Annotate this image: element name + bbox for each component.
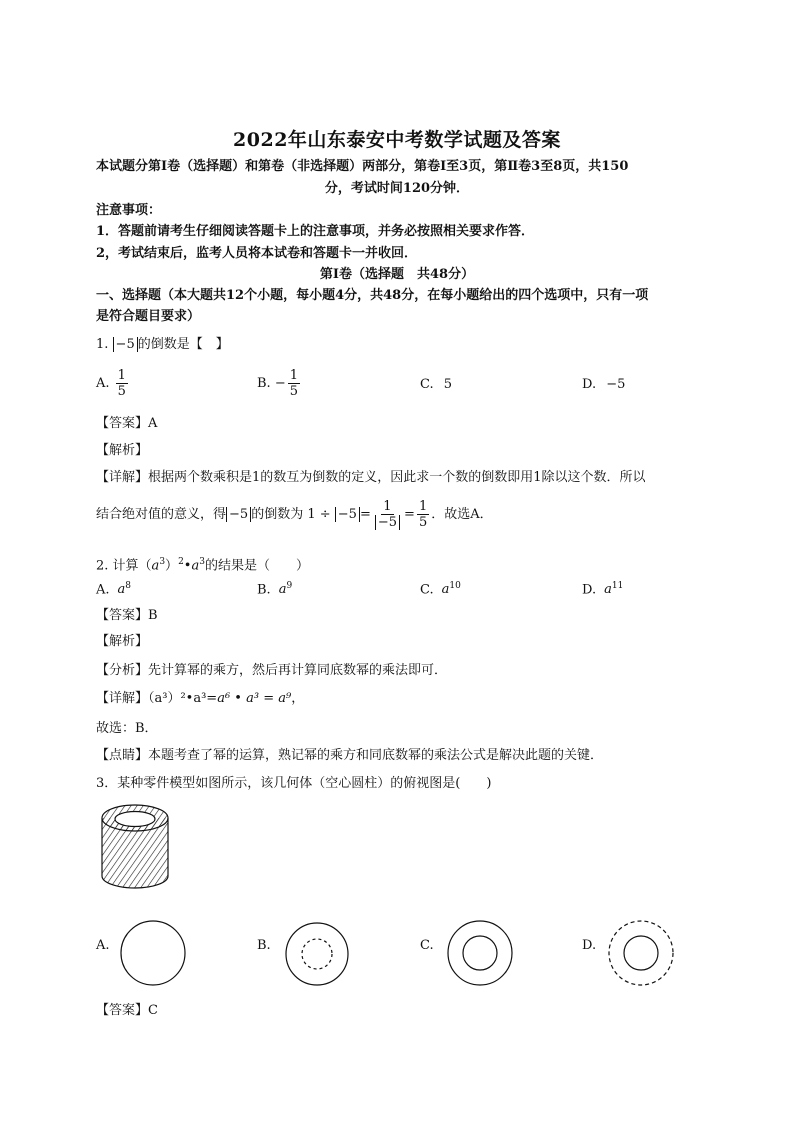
q1-detail-eq-1: 1 ÷ bbox=[307, 507, 335, 522]
note-2: 2，考试结束后，监考人员将本试卷和答题卡一并收回． bbox=[96, 246, 418, 261]
hollow-cylinder-figure bbox=[98, 800, 172, 892]
note-1: 1．答题前请考生仔细阅读答题卡上的注意事项，并务必按照相关要求作答． bbox=[96, 224, 535, 239]
q1-option-b-sign: − bbox=[274, 376, 286, 391]
q3-option-a-label: A. bbox=[96, 938, 110, 953]
q1-option-c-label: C. bbox=[420, 377, 434, 392]
q1-option-d bbox=[582, 377, 625, 392]
q1-abs-value: −5 bbox=[113, 337, 138, 352]
q2-fenxi: 【分析】先计算幂的乘方，然后再计算同底数幂的乘法即可． bbox=[96, 663, 448, 678]
q1-option-a bbox=[96, 368, 130, 399]
q1-detail-prefix: 结合绝对值的意义，得 bbox=[96, 507, 227, 522]
q1-detail-tail: ．故选A． bbox=[431, 507, 493, 522]
q1-answer: 【答案】A bbox=[96, 416, 158, 431]
section-line-2: 是符合题目要求） bbox=[96, 309, 201, 324]
q1-option-a-label: A. bbox=[96, 376, 110, 391]
q2-analysis: 【解析】 bbox=[96, 634, 149, 649]
q1-detail-mid: 的倒数为 bbox=[251, 507, 304, 522]
q1-detail-eq-2: = bbox=[359, 507, 371, 522]
q1-option-b bbox=[257, 368, 302, 399]
intro-line-1: 本试题分第Ⅰ卷（选择题）和第卷（非选择题）两部分，第卷Ⅰ至3页，第Ⅱ卷3至8页，共150 bbox=[96, 159, 629, 174]
q2-choose: 故选：B． bbox=[96, 721, 158, 736]
page-title: 2022年山东泰安中考数学试题及答案 bbox=[233, 129, 561, 151]
part1-heading: 第Ⅰ卷（选择题 共48分） bbox=[319, 267, 475, 282]
q3-option-a-circle-icon bbox=[118, 918, 188, 988]
q1-option-d-label: D. bbox=[582, 377, 597, 392]
q1-option-d-value: −5 bbox=[606, 377, 626, 392]
q2-option-a: A. $a^8$ bbox=[96, 581, 132, 598]
q1-option-b-fraction: $\frac{1}{5}$ bbox=[289, 368, 299, 399]
q2-answer: 【答案】B bbox=[96, 608, 158, 623]
q1-detail-abs: −5 bbox=[226, 507, 251, 522]
q1-analysis: 【解析】 bbox=[96, 443, 149, 458]
q1-detail-fraction-1: $\frac{1}{-5}$ bbox=[373, 499, 402, 530]
q2-dianjing: 【点睛】本题考查了幂的运算，熟记幂的乘方和同底数幂的乘法公式是解决此题的关键． bbox=[96, 748, 604, 763]
q1-number: 1. bbox=[96, 337, 109, 352]
q1-option-a-fraction: $\frac{1}{5}$ bbox=[117, 368, 126, 399]
q3-answer: 【答案】C bbox=[96, 1003, 158, 1018]
q3-option-b-label: B. bbox=[257, 938, 271, 953]
section-line-1: 一、选择题（本大题共12个小题，每小题4分，共48分，在每小题给出的四个选项中，只有一项 bbox=[96, 288, 649, 303]
q2-detail: 【详解】（a³）²•a³=a⁶ • a³ = a⁹， bbox=[96, 691, 305, 706]
q1-stem-tail: 的倒数是【 】 bbox=[137, 337, 229, 352]
q1-detail-eq-3: = bbox=[404, 507, 415, 522]
q1-detail-abs-2: −5 bbox=[335, 507, 360, 522]
q2-stem: 2. 计算$(a^3)^2•a^3$的结果是（ ） bbox=[96, 557, 309, 574]
intro-line-2: 分，考试时间120分钟． bbox=[324, 181, 470, 196]
q2-option-c: C. $a^{10}$ bbox=[420, 581, 461, 598]
q3-stem: 3．某种零件模型如图所示，该几何体（空心圆柱）的俯视图是( ) bbox=[96, 776, 492, 791]
q2-option-b: B. $a^9$ bbox=[257, 581, 293, 598]
q3-option-b-dashed-ring-icon bbox=[284, 921, 350, 987]
q3-option-d-label: D. bbox=[582, 938, 597, 953]
notes-heading: 注意事项： bbox=[96, 203, 162, 218]
q1-stem bbox=[96, 336, 229, 354]
q3-option-d-dashed-outer-ring-icon bbox=[607, 919, 675, 987]
q2-option-d: D. $a^{11}$ bbox=[582, 581, 624, 598]
q3-option-c-solid-ring-icon bbox=[446, 919, 514, 987]
q1-detail-line-2 bbox=[96, 499, 493, 530]
q1-option-c bbox=[420, 377, 452, 392]
q1-detail-line-1: 【详解】根据两个数乘积是1的数互为倒数的定义，因此求一个数的倒数即用1除以这个数．所以 bbox=[96, 470, 646, 485]
q1-option-c-value: 5 bbox=[443, 377, 453, 392]
q1-detail-fraction-2: $\frac{1}{5}$ bbox=[418, 499, 428, 530]
q3-option-c-label: C. bbox=[420, 938, 434, 953]
q1-option-b-label: B. bbox=[257, 376, 271, 391]
